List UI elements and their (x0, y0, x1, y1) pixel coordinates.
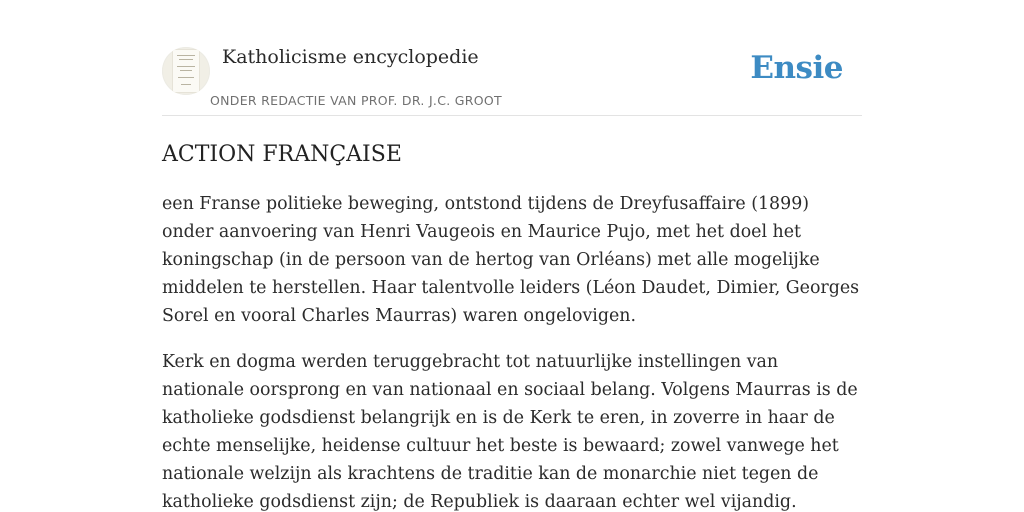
book-cover-icon (173, 50, 199, 92)
ensie-logo[interactable]: Ensie (750, 50, 843, 86)
article-paragraph: een Franse politieke beweging, ontstond tijdens de Dreyfusaffaire (1899) onder aanvoering van Henri Vaugeois en Maurice Pujo, met het doel het koningschap (in de persoon van de hertog van Orléans) met alle mogelijke middelen te herstellen. Haar talentvolle leiders (Léon Daudet, Dimier, Georges Sorel en vooral Charles Maurras) waren ongelovigen. (162, 194, 860, 326)
article-title: ACTION FRANÇAISE (162, 142, 402, 167)
site-header (162, 40, 862, 116)
editor-subtitle: ONDER REDACTIE VAN PROF. DR. J.C. GROOT (210, 93, 502, 108)
encyclopedia-title-link[interactable]: Katholicisme encyclopedie (222, 46, 479, 68)
article-paragraph: Kerk en dogma werden teruggebracht tot natuurlijke instellingen van nationale oorsprong en van nationaal en sociaal belang. Volgens Maurras is de katholieke godsdienst belangrijk en is de Kerk te eren, in zoverre in haar de echte menselijke, heidense cultuur het beste is bewaard; zowel vanwege het nationale welzijn als krachtens de traditie kan de monarchie niet tegen de katholieke godsdienst zijn; de Republiek is daaraan echter wel vijandig. (162, 352, 858, 512)
article (162, 140, 862, 512)
book-cover-thumbnail[interactable] (162, 47, 210, 95)
